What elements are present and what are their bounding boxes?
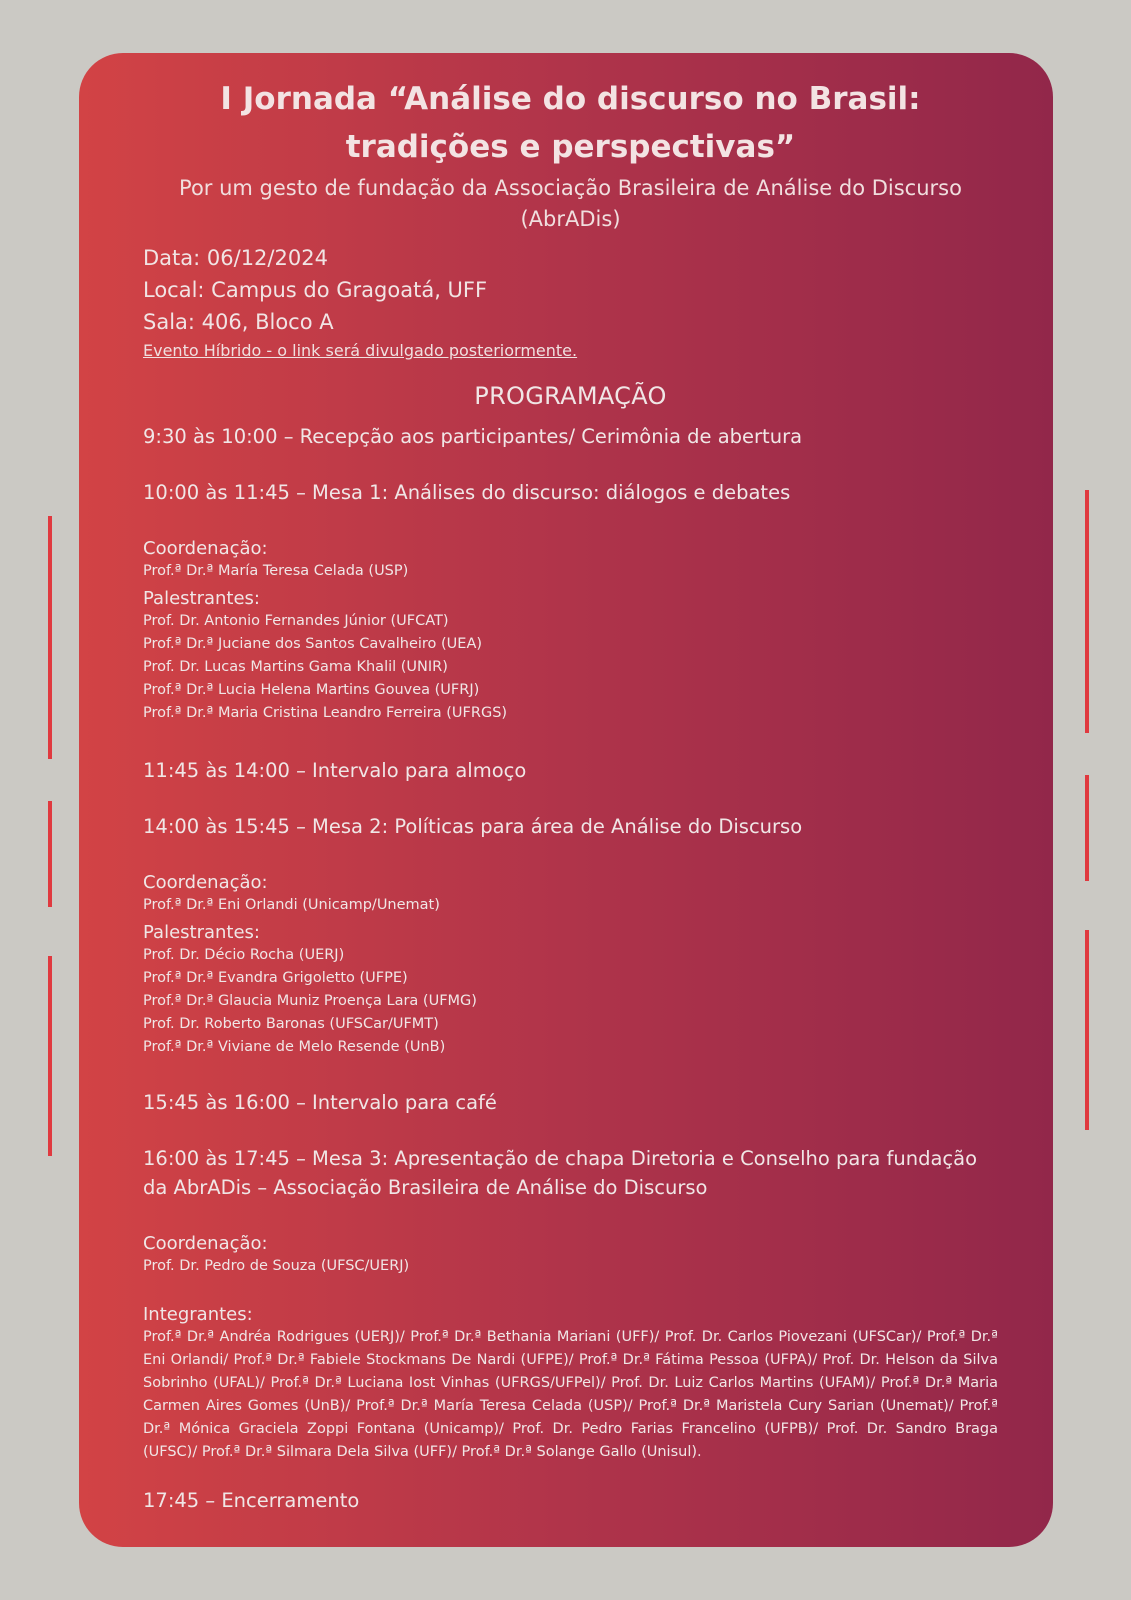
- mesa2-speaker: Prof. Dr. Roberto Baronas (UFSCar/UFMT): [143, 1016, 439, 1032]
- mesa2-speaker: Prof.ª Dr.ª Glaucia Muniz Proença Lara (UFMG): [143, 993, 477, 1009]
- hybrid-event-note: Evento Híbrido - o link será divulgado posteriormente.: [143, 341, 578, 360]
- event-date: Data: 06/12/2024: [143, 246, 328, 270]
- mesa1-speakers-label: Palestrantes:: [143, 588, 260, 609]
- closing-slot: 17:45 – Encerramento: [143, 1489, 360, 1512]
- lunch-slot: 11:45 às 14:00 – Intervalo para almoço: [143, 759, 527, 782]
- mesa2-speakers-list: [143, 944, 998, 1059]
- mesa1-speakers-list: [143, 610, 998, 725]
- mesa2-coordinator: Prof.ª Dr.ª Eni Orlandi (Unicamp/Unemat): [143, 897, 440, 913]
- mesa2-coord-label: Coordenação:: [143, 872, 268, 893]
- accent-line-left-1: [48, 516, 52, 759]
- mesa1-speaker: Prof. Dr. Antonio Fernandes Júnior (UFCAT): [143, 613, 449, 629]
- mesa1-speaker: Prof.ª Dr.ª Lucia Helena Martins Gouvea (UFRJ): [143, 682, 480, 698]
- mesa1-speaker: Prof.ª Dr.ª Juciane dos Santos Cavalheiro (UEA): [143, 636, 483, 652]
- mesa1-speaker: Prof. Dr. Lucas Martins Gama Khalil (UNIR): [143, 659, 448, 675]
- program-card: [79, 53, 1053, 1547]
- mesa3-members-label: Integrantes:: [143, 1304, 253, 1325]
- card-content: [143, 75, 998, 1515]
- mesa3-coord-label: Coordenação:: [143, 1233, 268, 1254]
- mesa1-title: 10:00 às 11:45 – Mesa 1: Análises do discurso: diálogos e debates: [143, 481, 791, 504]
- mesa3-title: 16:00 às 17:45 – Mesa 3: Apresentação de chapa Diretoria e Conselho para fundação da AbrADis – Associação Brasileira de Análise do Discurso: [143, 1147, 978, 1199]
- mesa1-speaker: Prof.ª Dr.ª Maria Cristina Leandro Ferreira (UFRGS): [143, 705, 508, 721]
- mesa1-coord-label: Coordenação:: [143, 538, 268, 559]
- accent-line-right-2: [1085, 775, 1089, 881]
- mesa2-speaker: Prof.ª Dr.ª Viviane de Melo Resende (UnB): [143, 1039, 446, 1055]
- mesa3-members-text: Prof.ª Dr.ª Andréa Rodrigues (UERJ)/ Prof.ª Dr.ª Bethania Mariani (UFF)/ Prof. Dr. Carlos Piovezani (UFSCar)/ Prof.ª Dr.ª Eni Orlandi/ Prof.ª Dr.ª Fabiele Stockmans De Nardi (UFPE)/ Prof.ª Dr.ª Fátima Pessoa (UFPA)/ Prof. Dr. Helson da Silva Sobrinho (UFAL)/ Prof.ª Dr.ª Luciana Iost Vinhas (UFRGS/UFPel)/ Prof. Dr. Luiz Carlos Martins (UFAM)/ Prof.ª Dr.ª Maria Carmen Aires Gomes (UnB)/ Prof.ª Dr.ª María Teresa Celada (USP)/ Prof.ª Dr.ª Maristela Cury Sarian (Unemat)/ Prof.ª Dr.ª Mónica Graciela Zoppi Fontana (Unicamp)/ Prof. Dr. Pedro Farias Francelino (UFPB)/ Prof. Dr. Sandro Braga (UFSC)/ Prof.ª Dr.ª Silmara Dela Silva (UFF)/ Prof.ª Dr.ª Solange Gallo (Unisul).: [143, 1329, 998, 1460]
- mesa3-coordinator: Prof. Dr. Pedro de Souza (UFSC/UERJ): [143, 1258, 410, 1274]
- mesa2-speaker: Prof.ª Dr.ª Evandra Grigoletto (UFPE): [143, 970, 408, 986]
- opening-slot: 9:30 às 10:00 – Recepção aos participantes/ Cerimônia de abertura: [143, 425, 803, 448]
- accent-line-left-2: [48, 801, 52, 907]
- mesa2-title: 14:00 às 15:45 – Mesa 2: Políticas para área de Análise do Discurso: [143, 815, 803, 838]
- mesa1-coordinator: Prof.ª Dr.ª María Teresa Celada (USP): [143, 563, 409, 579]
- coffee-slot: 15:45 às 16:00 – Intervalo para café: [143, 1091, 497, 1114]
- event-subtitle: Por um gesto de fundação da Associação Brasileira de Análise do Discurso (AbrADis): [179, 176, 962, 231]
- event-title: I Jornada “Análise do discurso no Brasil: tradições e perspectivas”: [220, 81, 921, 165]
- program-heading: PROGRAMAÇÃO: [474, 382, 667, 410]
- event-room: Sala: 406, Bloco A: [143, 310, 334, 334]
- accent-line-right-1: [1085, 490, 1089, 733]
- event-location: Local: Campus do Gragoatá, UFF: [143, 278, 488, 302]
- accent-line-left-3: [48, 956, 52, 1156]
- mesa2-speaker: Prof. Dr. Décio Rocha (UERJ): [143, 947, 345, 963]
- accent-line-right-3: [1085, 930, 1089, 1130]
- mesa2-speakers-label: Palestrantes:: [143, 922, 260, 943]
